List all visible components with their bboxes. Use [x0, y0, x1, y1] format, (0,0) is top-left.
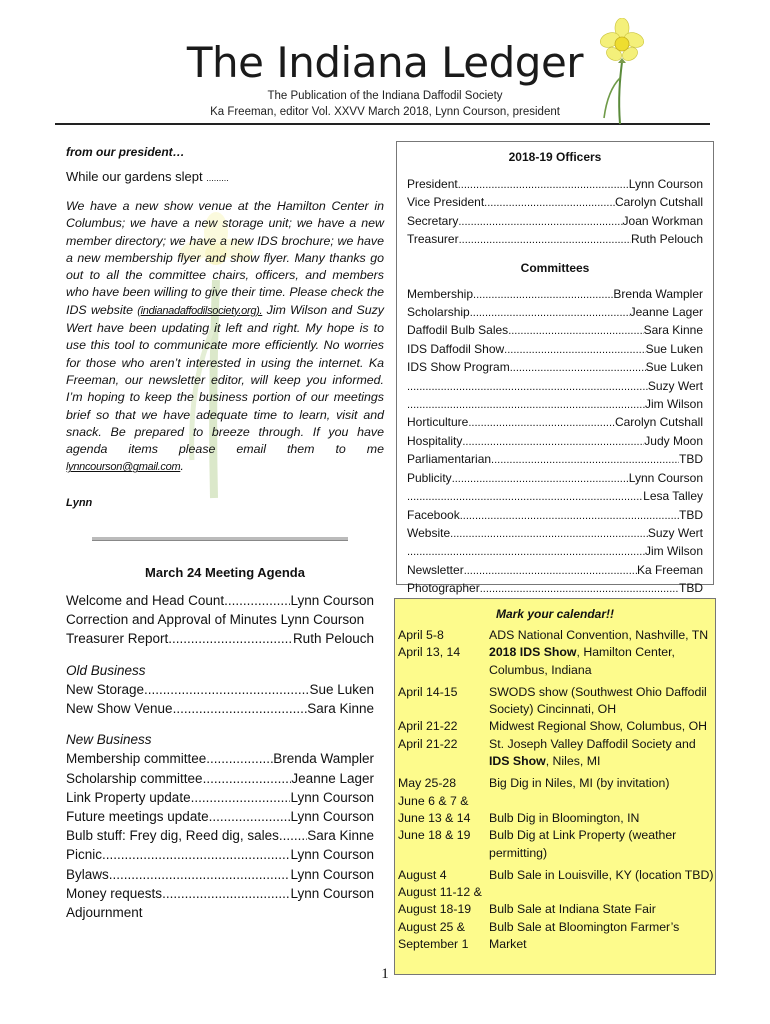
row-label: New Show Venue [66, 701, 173, 717]
committee-row [407, 286, 703, 304]
agenda-item [66, 826, 374, 845]
row-person: Suzy Wert [647, 525, 703, 540]
row-label: Secretary [407, 213, 459, 228]
calendar-title: Mark your calendar!! [495, 607, 615, 621]
committee-row [407, 433, 703, 451]
calendar-event [395, 775, 715, 827]
calendar-event [395, 827, 715, 862]
event-description: St. Joseph Valley Daffodil Society and IDS Show, Niles, MI [489, 736, 696, 769]
row-person: Lynn Courson [290, 789, 374, 805]
agenda-item [66, 807, 374, 826]
row-label: Link Property update [66, 789, 191, 805]
dot-leader [162, 884, 290, 903]
dot-leader [450, 525, 648, 543]
row-person: Sue Luken [645, 360, 703, 375]
row-label: Parliamentarian [407, 452, 492, 467]
newsletter-subtitle: The Publication of the Indiana Daffodil Society [267, 90, 503, 102]
row-person: Lynn Courson [290, 866, 374, 882]
dot-leader [407, 488, 643, 506]
dot-leader [224, 591, 290, 610]
officer-list [397, 176, 713, 250]
old-business-label: Old Business [66, 662, 146, 678]
committee-row [407, 451, 703, 469]
newsletter-title: The Indiana Ledger [186, 38, 584, 87]
president-lead: While our gardens slept ......... [66, 169, 229, 184]
event-description: Bulb Sale in Louisville, KY (location TBD) Bulb Sale at Indiana State Fair [489, 867, 714, 917]
event-description: Midwest Regional Show, Columbus, OH [489, 719, 708, 734]
officers-box [396, 141, 714, 596]
dot-leader [462, 433, 644, 451]
dot-leader [279, 826, 307, 845]
row-person: Sara Kinne [643, 323, 703, 338]
agenda-item [66, 788, 374, 807]
agenda-item [66, 769, 374, 788]
row-person: Lynn Courson [280, 612, 365, 628]
event-description: ADS National Convention, Nashville, TN [489, 628, 709, 642]
committee-row [407, 378, 703, 396]
calendar-event [395, 718, 715, 735]
dot-leader [491, 451, 679, 469]
event-bold: 2018 IDS Show [489, 645, 577, 660]
row-label: Membership committee [66, 751, 207, 767]
committee-row [407, 304, 703, 322]
row-label: President [407, 177, 458, 191]
row-label: Welcome and Head Count [66, 593, 225, 608]
dot-leader [460, 507, 679, 525]
row-label: Future meetings update [66, 809, 209, 825]
agenda-item [66, 749, 374, 768]
committee-row [407, 322, 703, 340]
agenda-closing: Adjournment [66, 905, 143, 921]
officer-row [407, 176, 703, 194]
row-label: Bulb stuff: Frey dig, Reed dig, sales [66, 828, 279, 844]
row-label: IDS Daffodil Show [407, 341, 505, 356]
event-date: April 5-8 [398, 628, 444, 642]
row-person: Lynn Courson [290, 593, 374, 608]
president-heading: from our president… [66, 145, 185, 159]
agenda-item [66, 591, 374, 610]
row-person: Jeanne Lager [291, 770, 374, 786]
dot-leader [168, 629, 293, 648]
event-bold: IDS Show [489, 754, 546, 769]
committee-list [397, 286, 713, 599]
committee-row [407, 525, 703, 543]
dot-leader [464, 562, 637, 580]
row-label: Treasurer Report [66, 631, 169, 647]
dot-leader [484, 194, 615, 212]
row-label: Horticulture [407, 415, 469, 430]
committee-row [407, 488, 703, 506]
event-date: May 25-28 June 6 & 7 & June 13 & 14 [398, 776, 471, 825]
row-label: Hospitality [407, 433, 463, 448]
row-person: Sara Kinne [307, 701, 374, 717]
row-label: Vice President [407, 195, 485, 210]
dot-leader [407, 378, 648, 396]
dot-leader [510, 359, 646, 377]
row-person: Lesa Talley [643, 489, 703, 504]
agenda-item [66, 699, 374, 718]
calendar-event [395, 684, 715, 719]
committees-title: Committees [520, 260, 590, 275]
dot-leader [480, 580, 679, 598]
row-person: Brenda Wampler [273, 751, 374, 767]
event-description: Bulb Dig at Link Property (weather permitting) [489, 828, 677, 860]
page-number: 1 [381, 966, 389, 982]
dot-leader [407, 396, 645, 414]
editor-line: Ka Freeman, editor Vol. XXVV March 2018, Lynn Courson, president [210, 106, 560, 118]
dot-leader [458, 213, 622, 231]
row-label: Membership [407, 286, 474, 301]
dot-leader [206, 749, 273, 768]
row-label: Website [407, 525, 451, 540]
dot-leader [470, 304, 630, 322]
calendar-box [394, 598, 716, 975]
committee-row [407, 396, 703, 414]
dot-leader [473, 286, 613, 304]
row-label: Daffodil Bulb Sales [407, 323, 509, 338]
row-label: Treasurer [407, 232, 459, 247]
committee-row [407, 580, 703, 598]
row-person: Joan Workman [622, 213, 703, 228]
row-label: Facebook [407, 507, 460, 522]
committee-row [407, 359, 703, 377]
row-label: Bylaws [66, 866, 109, 882]
agenda-item [66, 884, 374, 903]
dot-leader [144, 680, 309, 699]
calendar-event [395, 867, 715, 919]
agenda-list [66, 591, 374, 922]
row-person: Lynn Courson [290, 847, 374, 863]
dot-leader [468, 414, 615, 432]
row-label: Publicity [407, 470, 452, 485]
row-person: Jim Wilson [644, 544, 703, 559]
event-date: April 21-22 [398, 719, 458, 734]
event-date: April 14-15 [398, 684, 458, 699]
row-person: TBD [679, 507, 703, 522]
row-label: Correction and Approval of Minutes [66, 612, 277, 628]
row-person: TBD [679, 452, 703, 467]
agenda-item [66, 865, 374, 884]
row-person: Ruth Pelouch [630, 232, 703, 247]
row-person: Jim Wilson [644, 397, 703, 412]
row-person: Lynn Courson [290, 885, 374, 901]
section-divider [92, 537, 348, 541]
agenda-item [66, 610, 374, 629]
committee-row [407, 470, 703, 488]
agenda-item [66, 629, 374, 648]
dot-leader [407, 543, 645, 561]
agenda-item [66, 680, 374, 699]
president-message: We have a new show venue at the Hamilton Center in Columbus; we have a new storage unit; we have a new member directory; we have a new IDS brochure; we have a new membership flyer and show flyer. Many thanks go out to all the committee chairs, officers, and members who have been willing to give their time. Please check the IDS website (indianadaffodilsociety.org). Jim Wilson and Suzy Wert have been updating it left and right. My hope is to use this tool to communicate more efficiently. No worries for those who aren’t interested in using the internet. Ka Freeman, our newsletter editor, will keep you informed. I’m hoping to keep the business portion of our meetings brief so that we have adequate time to learn, visit and snack. Be prepared to breeze through. If you have agenda items please email them to me lynncourson@gmail.com. [66, 199, 385, 474]
dot-leader [504, 341, 645, 359]
row-person: Jeanne Lager [629, 305, 703, 320]
row-label: Picnic [66, 847, 103, 863]
dot-leader [452, 470, 629, 488]
officer-row [407, 231, 703, 249]
committee-row [407, 562, 703, 580]
calendar-event [395, 736, 715, 771]
officers-title: 2018-19 Officers [508, 150, 602, 164]
calendar-event [395, 644, 715, 679]
event-description: Big Dig in Niles, MI (by invitation) Bulb Dig in Bloomington, IN [489, 776, 670, 825]
event-description: SWODS show (Southwest Ohio Daffodil Society) Cincinnati, OH [489, 684, 707, 717]
event-date: August 25 & September 1 [398, 919, 469, 952]
dot-leader [191, 788, 291, 807]
committee-row [407, 507, 703, 525]
row-label: Photographer [407, 581, 480, 596]
president-signature: Lynn [66, 496, 93, 509]
event-date: April 13, 14 [398, 645, 461, 660]
event-description: 2018 IDS Show, Hamilton Center, Columbus, Indiana [489, 645, 675, 677]
dot-leader [203, 769, 292, 788]
dot-leader [459, 231, 631, 249]
row-label: Money requests [66, 885, 163, 901]
row-person: Sue Luken [645, 341, 703, 356]
row-person: Ruth Pelouch [292, 631, 374, 647]
row-person: Ka Freeman [636, 562, 703, 577]
dot-leader [173, 699, 308, 718]
agenda-title: March 24 Meeting Agenda [145, 565, 305, 580]
row-person: Suzy Wert [647, 378, 703, 393]
event-date: April 21-22 [398, 736, 458, 751]
row-person: Carolyn Cutshall [614, 195, 703, 210]
calendar-event [395, 919, 715, 954]
event-date: August 4 August 11-12 & August 18-19 [398, 867, 482, 917]
row-person: Judy Moon [644, 433, 703, 448]
row-person: Lynn Courson [628, 470, 703, 485]
event-description: Bulb Sale at Bloomington Farmer’s Market [489, 919, 680, 952]
agenda-item [66, 845, 374, 864]
dot-leader [109, 865, 291, 884]
daffodil-icon [598, 18, 648, 126]
website-link[interactable]: (indianadaffodilsociety.org). [137, 304, 263, 317]
row-person: Sara Kinne [307, 828, 374, 844]
committee-row [407, 543, 703, 561]
committee-row [407, 414, 703, 432]
row-person: Lynn Courson [290, 809, 374, 825]
row-label: Scholarship [407, 305, 470, 320]
dot-leader [102, 845, 290, 864]
officer-row [407, 213, 703, 231]
row-person: Carolyn Cutshall [614, 415, 703, 430]
row-person: Lynn Courson [628, 177, 703, 191]
dot-leader [508, 322, 643, 340]
row-label: New Storage [66, 681, 145, 697]
dot-leader [209, 807, 291, 826]
row-label: Newsletter [407, 562, 464, 577]
event-date: June 18 & 19 [398, 828, 471, 843]
committee-row [407, 341, 703, 359]
president-column [66, 145, 384, 509]
row-person: TBD [679, 581, 703, 596]
row-person: Sue Luken [309, 681, 374, 697]
row-label: Scholarship committee [66, 770, 203, 786]
email-link[interactable]: lynncourson@gmail.com [66, 461, 181, 474]
calendar-events [395, 627, 715, 953]
dot-leader [458, 176, 629, 194]
calendar-event [395, 627, 715, 644]
new-business-label: New Business [66, 732, 152, 748]
row-label: IDS Show Program [407, 360, 510, 375]
officer-row [407, 194, 703, 212]
row-person: Brenda Wampler [613, 286, 703, 301]
